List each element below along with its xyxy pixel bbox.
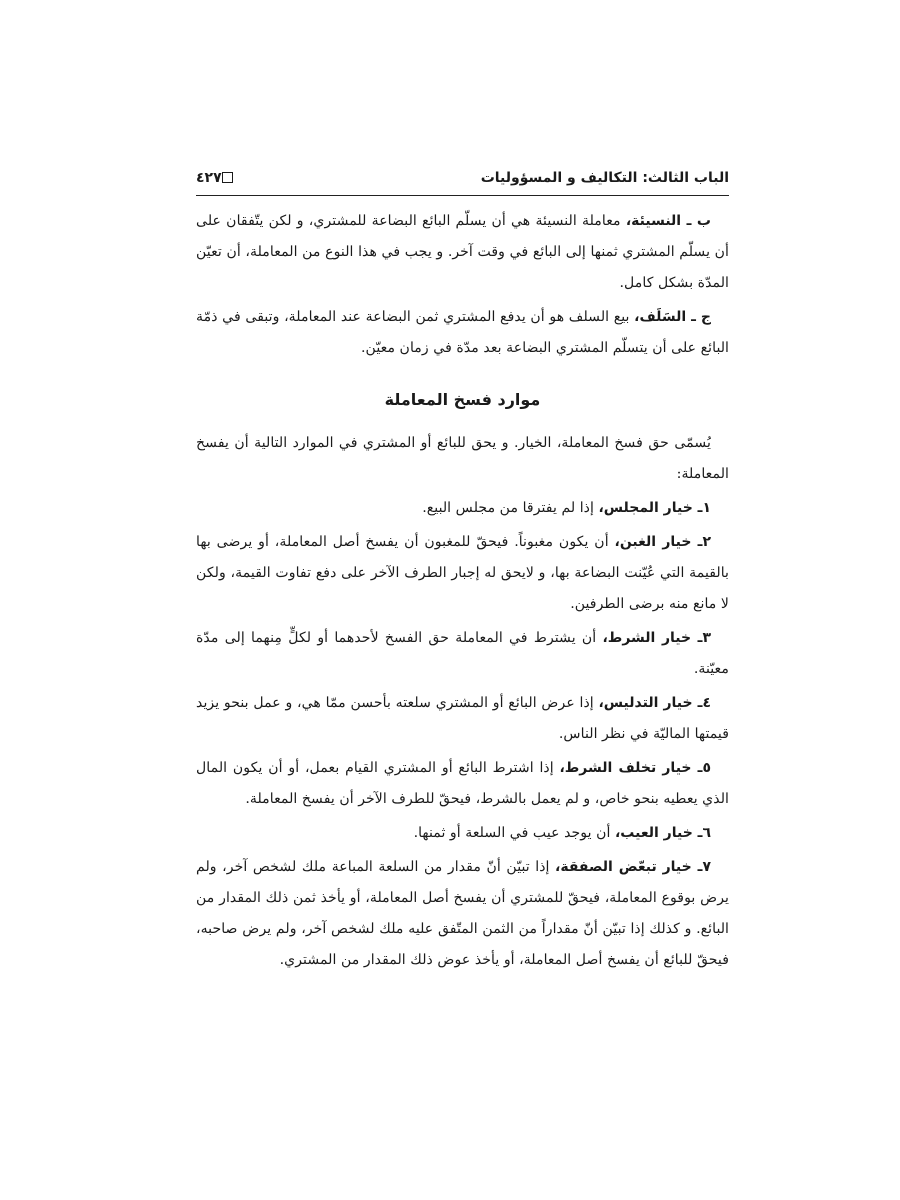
item-3-text: أن يشترط في المعاملة حق الفسخ لأحدهما أو لكلٍّ مِنهما إلى مدّة معيّنة. xyxy=(196,630,729,677)
header-rule xyxy=(196,195,729,196)
square-bullet-icon xyxy=(222,172,233,183)
item-6-text: أن يوجد عيب في السلعة أو ثمنها. xyxy=(413,825,615,841)
item-4-term: ٤ـ خيار التدليس، xyxy=(598,695,711,711)
section-title: موارد فسخ المعاملة xyxy=(384,390,541,409)
item-6-term: ٦ـ خيار العيب، xyxy=(614,825,711,841)
page-number-group xyxy=(196,170,239,186)
page-number: ٤٢٧ xyxy=(196,170,222,186)
section-intro: يُسمّى حق فسخ المعاملة، الخيار. و يحق للبائع أو المشتري في الموارد التالية أن يفسخ المعاملة: xyxy=(196,435,729,482)
item-4-text: إذا عرض البائع أو المشتري سلعته بأحسن ممّا هي، و عمل بنحو يزيد قيمتها الماليّة في نظر الناس. xyxy=(196,695,729,742)
item-5-text: إذا اشترط البائع أو المشتري القيام بعمل، أو أن يكون المال الذي يعطيه بنحو خاص، و لم يعمل بالشرط، فيحقّ للطرف الآخر أن يفسخ المعاملة. xyxy=(196,760,729,807)
list-item-7 xyxy=(196,852,729,976)
item-2-text: أن يكون مغبوناً. فيحقّ للمغبون أن يفسخ أصل المعاملة، أو يرضى بها بالقيمة التي عُيّنت البضاعة بها، و لايحق له إجبار الطرف الآخر على دفع تفاوت القيمة، ولكن لا مانع منه برضى الطرفين. xyxy=(196,534,729,612)
page-body xyxy=(196,206,729,976)
item-2-term: ٢ـ خيار الغبن، xyxy=(614,534,711,550)
page-header xyxy=(196,168,729,190)
item-1-term: ١ـ خيار المجلس، xyxy=(598,500,711,516)
list-item-5 xyxy=(196,753,729,815)
chapter-title: الباب الثالث: التكاليف و المسؤوليات xyxy=(480,170,729,186)
term-salaf: ج ـ السَلَف، xyxy=(634,309,711,325)
item-7-term: ٧ـ خيار تبعّض الصفقة، xyxy=(555,859,711,875)
paragraph-salaf xyxy=(196,302,729,364)
item-1-text: إذا لم يفترقا من مجلس البيع. xyxy=(422,500,599,516)
term-nasia: ب ـ النسيئة، xyxy=(625,213,711,229)
item-3-term: ٣ـ خيار الشرط، xyxy=(602,630,711,646)
item-7-text: إذا تبيّن أنّ مقدار من السلعة المباعة ملك لشخص آخر، ولم يرض بوقوع المعاملة، فيحقّ للمشتري أن يفسخ أصل المعاملة، أو يأخذ ثمن ذلك المقدار من البائع. و كذلك إذا تبيّن أنّ مقداراً من الثمن المتّفق عليه ملك لشخص آخر، ولم يرض صاحبه، فيحقّ للبائع أن يفسخ أصل المعاملة، أو يأخذ عوض ذلك المقدار من المشتري. xyxy=(196,859,729,968)
list-item-2 xyxy=(196,527,729,620)
list-item-6 xyxy=(196,818,729,849)
paragraph-nasia xyxy=(196,206,729,299)
list-item-3 xyxy=(196,623,729,685)
text-salaf: بيع السلف هو أن يدفع المشتري ثمن البضاعة عند المعاملة، وتبقى في ذمّة البائع على أن يتسلّم المشتري البضاعة بعد مدّة في زمان معيّن. xyxy=(196,309,729,356)
list-item-1 xyxy=(196,493,729,524)
text-nasia: معاملة النسيئة هي أن يسلّم البائع البضاعة للمشتري، و لكن يتّفقان على أن يسلّم المشتري ثمنها إلى البائع في وقت آخر. و يجب في هذا النوع من المعاملة، أن تعيّن المدّة بشكل كامل. xyxy=(196,213,729,291)
list-item-4 xyxy=(196,688,729,750)
item-5-term: ٥ـ خيار تخلف الشرط، xyxy=(559,760,711,776)
